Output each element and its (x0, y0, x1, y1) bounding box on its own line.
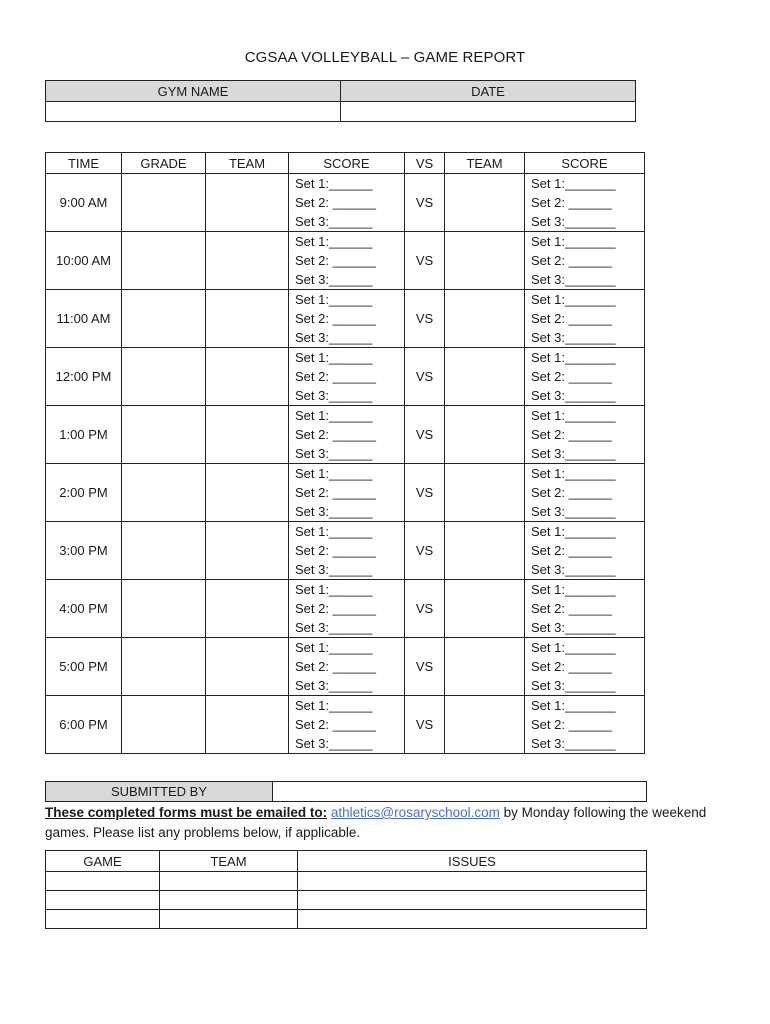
set-line: Set 3:_______ (531, 678, 616, 693)
set-line: Set 1:______ (295, 350, 373, 365)
vs-cell: VS (405, 174, 445, 232)
schedule-row (46, 174, 645, 232)
team-cell[interactable] (206, 638, 289, 696)
vs-cell: VS (405, 290, 445, 348)
team-cell[interactable] (206, 406, 289, 464)
opponent-team-cell[interactable] (445, 522, 525, 580)
set-line: Set 2: ______ (295, 311, 376, 326)
opponent-team-cell[interactable] (445, 406, 525, 464)
issues-cell[interactable] (298, 910, 647, 929)
grade-cell[interactable] (122, 174, 206, 232)
score-cell[interactable] (525, 406, 645, 464)
team-cell[interactable] (206, 174, 289, 232)
set-line: Set 3:______ (295, 388, 373, 403)
game-cell[interactable] (46, 910, 160, 929)
set-line: Set 1:______ (295, 640, 373, 655)
score-cell[interactable] (525, 696, 645, 754)
team-cell[interactable] (206, 232, 289, 290)
set-line: Set 2: ______ (295, 601, 376, 616)
instructions-bold: These completed forms must be emailed to: (45, 805, 328, 820)
grade-cell[interactable] (122, 348, 206, 406)
email-link[interactable]: athletics@rosaryschool.com (330, 805, 500, 820)
team-cell[interactable] (206, 696, 289, 754)
schedule-header-row (46, 153, 645, 174)
issues-header-row (46, 851, 647, 872)
set-line: Set 1:_______ (531, 350, 616, 365)
team-cell[interactable] (206, 580, 289, 638)
date-field[interactable] (341, 102, 636, 122)
set-line: Set 1:_______ (531, 234, 616, 249)
score-cell[interactable] (289, 580, 405, 638)
set-line: Set 3:______ (295, 736, 373, 751)
opponent-team-cell[interactable] (445, 290, 525, 348)
set-line: Set 3:______ (295, 272, 373, 287)
set-line: Set 1:_______ (531, 698, 616, 713)
grade-cell[interactable] (122, 464, 206, 522)
time-cell: 3:00 PM (46, 522, 122, 580)
set-line: Set 3:______ (295, 330, 373, 345)
instructions-note (45, 803, 745, 843)
schedule-row (46, 290, 645, 348)
opponent-team-cell[interactable] (445, 638, 525, 696)
score-cell[interactable] (525, 638, 645, 696)
time-cell: 12:00 PM (46, 348, 122, 406)
team-cell[interactable] (160, 891, 298, 910)
gym-name-header: GYM NAME (46, 81, 341, 102)
set-line: Set 1:______ (295, 698, 373, 713)
grade-cell[interactable] (122, 580, 206, 638)
schedule-row (46, 232, 645, 290)
set-line: Set 3:_______ (531, 388, 616, 403)
issues-row (46, 910, 647, 929)
opponent-team-cell[interactable] (445, 696, 525, 754)
set-line: Set 2: ______ (295, 427, 376, 442)
opponent-team-cell[interactable] (445, 232, 525, 290)
set-line: Set 2: ______ (295, 659, 376, 674)
set-line: Set 3:_______ (531, 504, 616, 519)
score-cell[interactable] (289, 638, 405, 696)
time-cell: 1:00 PM (46, 406, 122, 464)
score-cell[interactable] (289, 406, 405, 464)
set-line: Set 1:______ (295, 408, 373, 423)
set-line: Set 2: ______ (531, 311, 612, 326)
set-line: Set 1:_______ (531, 640, 616, 655)
submitted-by-table (45, 781, 647, 802)
schedule-col-header: TEAM (206, 153, 289, 174)
grade-cell[interactable] (122, 232, 206, 290)
set-line: Set 3:_______ (531, 620, 616, 635)
score-cell[interactable] (289, 464, 405, 522)
vs-cell: VS (405, 232, 445, 290)
set-line: Set 3:______ (295, 446, 373, 461)
score-cell[interactable] (525, 522, 645, 580)
set-line: Set 3:_______ (531, 736, 616, 751)
set-line: Set 3:_______ (531, 562, 616, 577)
schedule-row (46, 406, 645, 464)
grade-cell[interactable] (122, 638, 206, 696)
score-cell[interactable] (289, 174, 405, 232)
game-cell[interactable] (46, 891, 160, 910)
set-line: Set 2: ______ (531, 601, 612, 616)
schedule-row (46, 464, 645, 522)
set-line: Set 1:______ (295, 176, 373, 191)
set-line: Set 2: ______ (295, 543, 376, 558)
issues-cell[interactable] (298, 891, 647, 910)
set-line: Set 3:______ (295, 562, 373, 577)
vs-cell: VS (405, 638, 445, 696)
score-cell[interactable] (525, 232, 645, 290)
issues-cell[interactable] (298, 872, 647, 891)
set-line: Set 1:______ (295, 234, 373, 249)
score-cell[interactable] (525, 290, 645, 348)
set-line: Set 3:_______ (531, 272, 616, 287)
score-cell[interactable] (289, 696, 405, 754)
time-cell: 2:00 PM (46, 464, 122, 522)
score-cell[interactable] (525, 464, 645, 522)
schedule-row (46, 696, 645, 754)
score-cell[interactable] (525, 174, 645, 232)
issues-table (45, 850, 647, 929)
grade-cell[interactable] (122, 522, 206, 580)
schedule-table (45, 152, 645, 754)
set-line: Set 1:_______ (531, 408, 616, 423)
score-cell[interactable] (289, 348, 405, 406)
set-line: Set 2: ______ (295, 369, 376, 384)
schedule-col-header: TEAM (445, 153, 525, 174)
submitted-by-label: SUBMITTED BY (46, 782, 273, 802)
time-cell: 6:00 PM (46, 696, 122, 754)
set-line: Set 2: ______ (531, 717, 612, 732)
time-cell: 10:00 AM (46, 232, 122, 290)
set-line: Set 1:_______ (531, 466, 616, 481)
schedule-col-header: SCORE (289, 153, 405, 174)
set-line: Set 1:_______ (531, 582, 616, 597)
set-line: Set 2: ______ (295, 253, 376, 268)
instructions-rest: by Monday following the weekend games. Please list any problems below, if applicable. (45, 805, 707, 840)
opponent-team-cell[interactable] (445, 348, 525, 406)
game-cell[interactable] (46, 872, 160, 891)
set-line: Set 2: ______ (531, 543, 612, 558)
issues-col-header: TEAM (160, 851, 298, 872)
score-cell[interactable] (525, 580, 645, 638)
vs-cell: VS (405, 580, 445, 638)
team-cell[interactable] (206, 522, 289, 580)
score-cell[interactable] (289, 522, 405, 580)
team-cell[interactable] (206, 348, 289, 406)
submitted-by-field[interactable] (273, 782, 647, 802)
set-line: Set 2: ______ (295, 485, 376, 500)
set-line: Set 3:______ (295, 214, 373, 229)
schedule-col-header: SCORE (525, 153, 645, 174)
issues-row (46, 872, 647, 891)
time-cell: 4:00 PM (46, 580, 122, 638)
score-cell[interactable] (289, 232, 405, 290)
team-cell[interactable] (206, 290, 289, 348)
vs-cell: VS (405, 696, 445, 754)
time-cell: 5:00 PM (46, 638, 122, 696)
team-cell[interactable] (160, 910, 298, 929)
set-line: Set 1:_______ (531, 176, 616, 191)
set-line: Set 2: ______ (531, 195, 612, 210)
date-header: DATE (341, 81, 636, 102)
set-line: Set 2: ______ (531, 369, 612, 384)
set-line: Set 2: ______ (295, 717, 376, 732)
schedule-col-header: GRADE (122, 153, 206, 174)
set-line: Set 1:______ (295, 524, 373, 539)
set-line: Set 2: ______ (531, 427, 612, 442)
issues-row (46, 891, 647, 910)
grade-cell[interactable] (122, 696, 206, 754)
set-line: Set 3:_______ (531, 330, 616, 345)
gym-date-table (45, 80, 636, 122)
set-line: Set 2: ______ (531, 659, 612, 674)
set-line: Set 3:_______ (531, 446, 616, 461)
opponent-team-cell[interactable] (445, 464, 525, 522)
score-cell[interactable] (289, 290, 405, 348)
issues-col-header: ISSUES (298, 851, 647, 872)
time-cell: 9:00 AM (46, 174, 122, 232)
opponent-team-cell[interactable] (445, 174, 525, 232)
page-title: CGSAA VOLLEYBALL – GAME REPORT (244, 49, 526, 66)
set-line: Set 1:______ (295, 466, 373, 481)
schedule-row (46, 638, 645, 696)
schedule-col-header: VS (405, 153, 445, 174)
time-cell: 11:00 AM (46, 290, 122, 348)
opponent-team-cell[interactable] (445, 580, 525, 638)
gym-name-field[interactable] (46, 102, 341, 122)
issues-col-header: GAME (46, 851, 160, 872)
grade-cell[interactable] (122, 290, 206, 348)
score-cell[interactable] (525, 348, 645, 406)
set-line: Set 3:______ (295, 678, 373, 693)
schedule-row (46, 522, 645, 580)
vs-cell: VS (405, 464, 445, 522)
set-line: Set 2: ______ (531, 253, 612, 268)
set-line: Set 1:______ (295, 582, 373, 597)
team-cell[interactable] (206, 464, 289, 522)
vs-cell: VS (405, 406, 445, 464)
set-line: Set 2: ______ (295, 195, 376, 210)
team-cell[interactable] (160, 872, 298, 891)
set-line: Set 3:______ (295, 504, 373, 519)
set-line: Set 1:_______ (531, 292, 616, 307)
schedule-row (46, 580, 645, 638)
schedule-col-header: TIME (46, 153, 122, 174)
set-line: Set 1:_______ (531, 524, 616, 539)
set-line: Set 3:_______ (531, 214, 616, 229)
set-line: Set 2: ______ (531, 485, 612, 500)
schedule-row (46, 348, 645, 406)
vs-cell: VS (405, 348, 445, 406)
set-line: Set 3:______ (295, 620, 373, 635)
set-line: Set 1:______ (295, 292, 373, 307)
vs-cell: VS (405, 522, 445, 580)
grade-cell[interactable] (122, 406, 206, 464)
